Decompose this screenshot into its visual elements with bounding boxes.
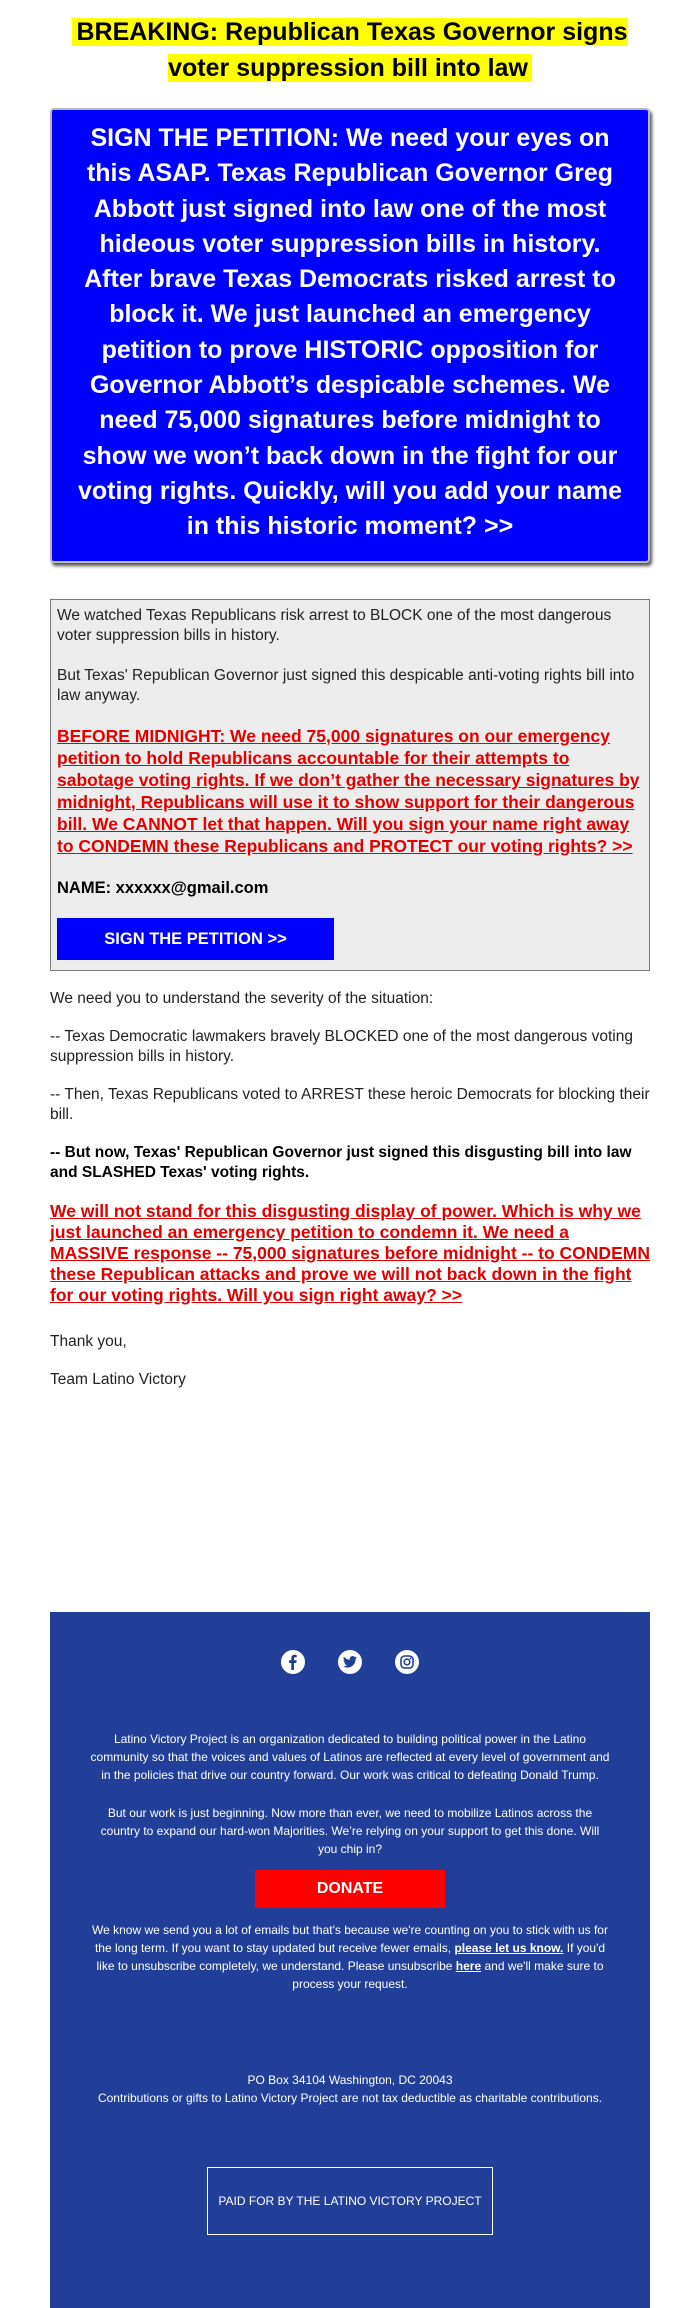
- paid-for-box: PAID FOR BY THE LATINO VICTORY PROJECT: [207, 2167, 493, 2235]
- body-para-2: -- Texas Democratic lawmakers bravely BLOCKED one of the most dangerous voting suppression bills in history.: [50, 1027, 633, 1065]
- name-field: NAME: xxxxxx@gmail.com: [57, 878, 269, 897]
- tax-disclaimer: Contributions or gifts to Latino Victory Project are not tax deductible as charitable contributions.: [97, 2090, 603, 2105]
- headline-text: BREAKING: Republican Texas Governor signs voter suppression bill into law: [72, 18, 627, 82]
- body-para-4: -- But now, Texas' Republican Governor just signed this disgusting bill into law and SLASHED Texas' voting rights.: [50, 1143, 632, 1181]
- donate-button[interactable]: DONATE: [255, 1870, 445, 1908]
- fewer-emails-link[interactable]: please let us know.: [454, 1940, 564, 1955]
- email-frequency-text: We know we send you a lot of emails but that's because we're counting on you to stick with us for the long term. If you want to stay updated but receive fewer emails, please let us know. If you'd like to unsubscribe completely, we understand. Please unsubscribe here and we'll make sure to process your request.: [92, 1922, 608, 1991]
- social-links: [90, 1650, 610, 1674]
- midnight-petition-link[interactable]: BEFORE MIDNIGHT: We need 75,000 signatures on our emergency petition to hold Republicans accountable for their attempts to sabotage voting rights. If we don’t gather the necessary signatures by midnight, Republicans will use it to show support for their dangerous bill. We CANNOT let that happen. Will you sign your name right away to CONDEMN these Republicans and PROTECT our voting rights? >>: [57, 725, 640, 856]
- about-text: Latino Victory Project is an organization dedicated to building political power in the Latino community so that the voices and values of Latinos are reflected at every level of government and in the policies that drive our country forward. Our work was critical to defeating Donald Trump.: [90, 1731, 610, 1782]
- body-para-3: -- Then, Texas Republicans voted to ARREST these heroic Democrats for blocking their bill.: [50, 1085, 650, 1123]
- petition-box-para-1: We watched Texas Republicans risk arrest to BLOCK one of the most dangerous voter suppression bills in history.: [57, 606, 612, 644]
- email-body: [50, 989, 650, 1390]
- twitter-icon[interactable]: [338, 1650, 362, 1674]
- closing-thanks: Thank you,: [50, 1332, 127, 1350]
- hero-petition-link[interactable]: SIGN THE PETITION: We need your eyes on this ASAP. Texas Republican Governor Greg Abbott just signed into law one of the most hideous voter suppression bills in history. After brave Texas Democrats risked arrest to block it. We just launched an emergency petition to prove HISTORIC opposition for Governor Abbott’s despicable schemes. We need 75,000 signatures before midnight to show we won’t back down in the fight for our voting rights. Quickly, will you add your name in this historic moment? >>: [50, 108, 650, 563]
- facebook-icon[interactable]: [281, 1650, 305, 1674]
- unsubscribe-link[interactable]: here: [455, 1958, 482, 1973]
- condemn-petition-link[interactable]: We will not stand for this disgusting display of power. Which is why we just launched an emergency petition to condemn it. We need a MASSIVE response -- 75,000 signatures before midnight -- to CONDEMN these Republican attacks and prove we will not back down in the fight for our voting rights. Will you sign right away? >>: [50, 1200, 650, 1305]
- headline: [50, 0, 650, 86]
- signature: Team Latino Victory: [50, 1370, 186, 1388]
- petition-box-para-2: But Texas' Republican Governor just signed this despicable anti-voting rights bill into law anyway.: [57, 666, 635, 704]
- ask-text: But our work is just beginning. Now more than ever, we need to mobilize Latinos across the country to expand our hard-won Majorities. We’re relying on your support to get this done. Will you chip in?: [100, 1805, 600, 1856]
- instagram-icon[interactable]: [395, 1650, 419, 1674]
- sign-petition-button[interactable]: SIGN THE PETITION >>: [57, 918, 334, 960]
- mailing-address: PO Box 34104 Washington, DC 20043: [247, 2072, 453, 2087]
- footer: [50, 1612, 650, 2308]
- petition-box: [50, 599, 650, 971]
- body-para-1: We need you to understand the severity of the situation:: [50, 989, 434, 1007]
